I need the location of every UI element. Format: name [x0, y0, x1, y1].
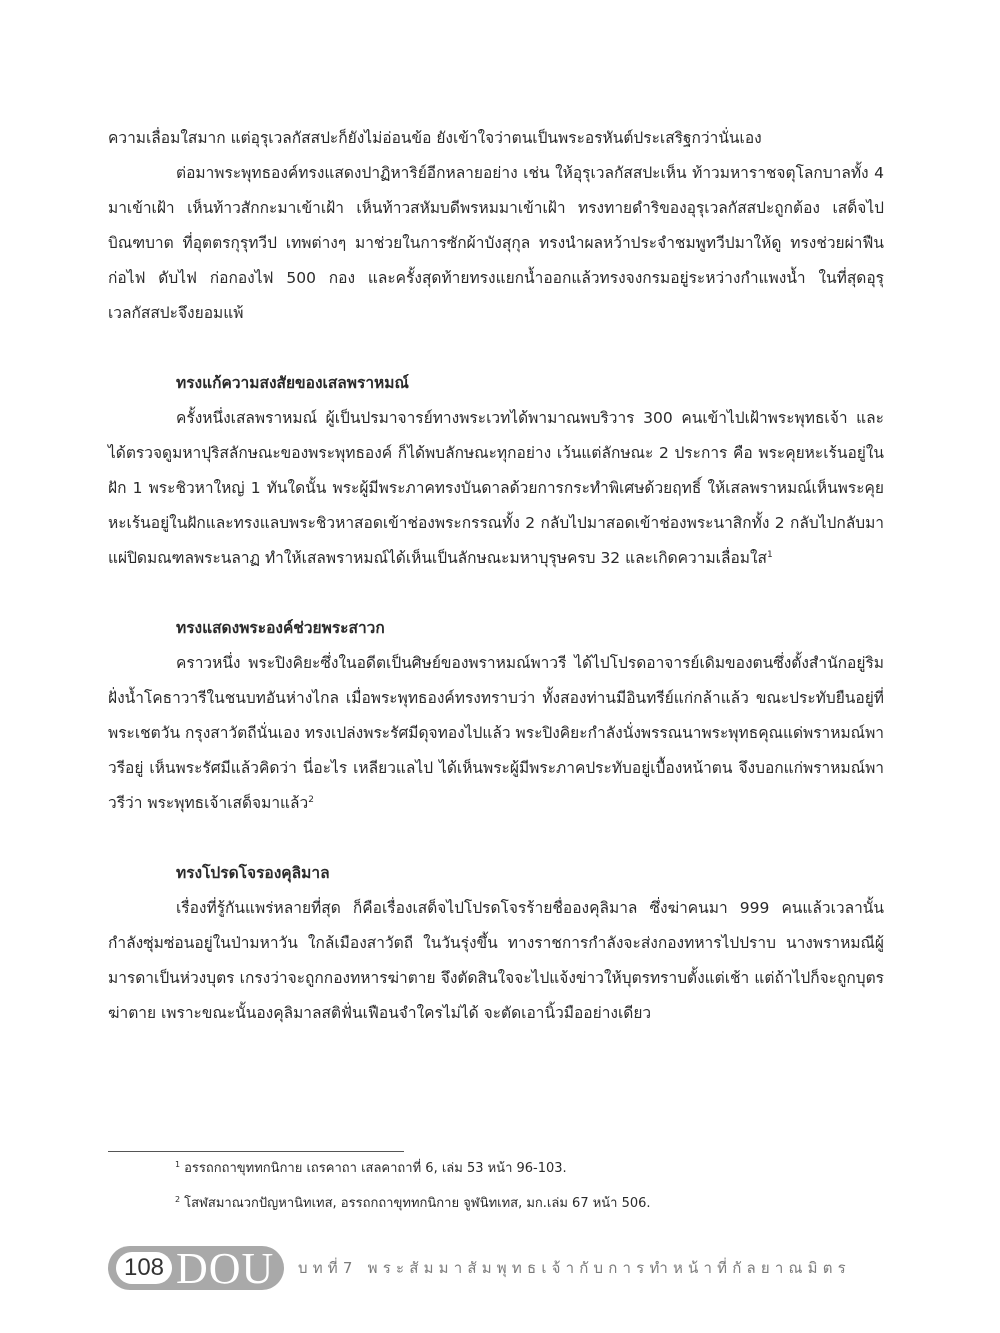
paragraph-pingiya — [108, 646, 884, 821]
footnote-1-number: 1 — [175, 1159, 181, 1169]
page-number: 108 — [116, 1252, 172, 1284]
section-heading-angulimala: ทรงโปรดโจรองคุลิมาล — [176, 864, 330, 882]
page-footer — [108, 1244, 908, 1293]
footnote-ref-2: 2 — [308, 794, 314, 805]
dou-logo: DOU — [172, 1246, 284, 1290]
section-heading-pingiya: ทรงแสดงพระองค์ช่วยพระสาวก — [176, 619, 385, 637]
footnote-2-number: 2 — [175, 1194, 181, 1204]
footnote-divider — [108, 1151, 404, 1152]
footnote-1 — [175, 1160, 895, 1178]
footnote-ref-1: 1 — [767, 549, 773, 560]
footnote-2 — [175, 1195, 895, 1213]
paragraph-pingiya-text: คราวหนึ่ง พระปิงคิยะซึ่งในอดีตเป็นศิษย์ของพราหมณ์พาวรี ได้ไปโปรดอาจารย์เดิมของตนซึ่งตั้งสำนักอยู่ริมฝั่งน้ำโคธาวารีในชนบทอันห่างไกล เมื่อพระพุทธองค์ทรงทราบว่า ทั้งสองท่านมีอินทรีย์แก่กล้าแล้ว ขณะประทับยืนอยู่ที่พระเชตวัน กรุงสาวัตถีนั่นเอง ทรงเปล่งพระรัศมีดุจทองไปแล้ว พระปิงคิยะกำลังนั่งพรรณนาพระพุทธคุณแด่พราหมณ์พาวรีอยู่ เห็นพระรัศมีแล้วคิดว่า นี่อะไร เหลียวแลไป ได้เห็นพระผู้มีพระภาคประทับอยู่เบื้องหน้าตน จึงบอกแก่พราหมณ์พาวรีว่า พระพุทธเจ้าเสด็จมาแล้ว — [108, 654, 884, 812]
paragraph-sela — [108, 401, 884, 576]
chapter-title: บทที่7 พระสัมมาสัมพุทธเจ้ากับการทำหน้าที่กัลยาณมิตร — [298, 1259, 851, 1277]
footnote-1-text: อรรถกถาขุททกนิกาย เถรคาถา เสลคาถาที่ 6, เล่ม 53 หน้า 96-103. — [184, 1161, 567, 1176]
paragraph-sela-text: ครั้งหนึ่งเสลพราหมณ์ ผู้เป็นปรมาจารย์ทางพระเวทได้พามาณพบริวาร 300 คนเข้าไปเฝ้าพระพุทธเจ้า และได้ตรวจดูมหาปุริสลักษณะของพระพุทธองค์ ก็ได้พบลักษณะทุกอย่าง เว้นแต่ลักษณะ 2 ประการ คือ พระคุยหะเร้นอยู่ในฝัก 1 พระชิวหาใหญ่ 1 ทันใดนั้น พระผู้มีพระภาคทรงบันดาลด้วยการกระทำพิเศษด้วยฤทธิ์ ให้เสลพราหมณ์เห็นพระคุยหะเร้นอยู่ในฝักและทรงแลบพระชิวหาสอดเข้าช่องพระกรรณทั้ง 2 กลับไปมาสอดเข้าช่องพระนาสิกทั้ง 2 กลับไปกลับมาแผ่ปิดมณฑลพระนลาฏ ทำให้เสลพราหมณ์ได้เห็นเป็นลักษณะมหาบุรุษครบ 32 และเกิดความเลื่อมใส — [108, 409, 884, 567]
section-heading-sela: ทรงแก้ความสงสัยของเสลพราหมณ์ — [176, 374, 409, 392]
paragraph-2: ต่อมาพระพุทธองค์ทรงแสดงปาฏิหาริย์อีกหลายอย่าง เช่น ให้อุรุเวลกัสสปะเห็น ท้าวมหาราชจตุโลกบาลทั้ง 4 มาเข้าเฝ้า เห็นท้าวสักกะมาเข้าเฝ้า เห็นท้าวสหัมบดีพรหมมาเข้าเฝ้า ทรงทายดำริของอุรุเวลกัสสปะถูกต้อง เสด็จไปบิณฑบาต ที่อุตตรกุรุทวีป เทพต่างๆ มาช่วยในการซักผ้าบังสุกุล ทรงนำผลหว้าประจำชมพูทวีปมาให้ดู ทรงช่วยผ่าฟืน ก่อไฟ ดับไฟ ก่อกองไฟ 500 กอง และครั้งสุดท้ายทรงแยกน้ำออกแล้วทรงจงกรมอยู่ระหว่างกำแพงน้ำ ในที่สุดอุรุเวลกัสสปะจึงยอมแพ้ — [108, 164, 884, 322]
footnote-2-text: โสฬสมาณวกปัญหานิทเทส, อรรถกถาขุททกนิกาย จูฬนิทเทส, มก.เล่ม 67 หน้า 506. — [184, 1196, 651, 1211]
footnotes — [175, 1160, 895, 1230]
paragraph-angulimala: เรื่องที่รู้กันแพร่หลายที่สุด ก็คือเรื่องเสด็จไปโปรดโจรร้ายชื่อองคุลิมาล ซึ่งฆ่าคนมา 999 คนแล้วเวลานั้น กำลังซุ่มซ่อนอยู่ในป่ามหาวัน ใกล้เมืองสาวัตถี ในวันรุ่งขึ้น ทางราชการกำลังจะส่งกองทหารไปปราบ นางพราหมณีผู้มารดาเป็นห่วงบุตร เกรงว่าจะถูกกองทหารฆ่าตาย จึงตัดสินใจจะไปแจ้งข่าวให้บุตรทราบตั้งแต่เช้า แต่ถ้าไปก็จะถูกบุตรฆ่าตาย เพราะขณะนั้นองคุลิมาลสติฟั่นเฟือนจำใครไม่ได้ จะตัดเอานิ้วมืออย่างเดียว — [108, 899, 884, 1022]
body-text — [108, 121, 884, 1031]
paragraph-1: ความเลื่อมใสมาก แต่อุรุเวลกัสสปะก็ยังไม่อ่อนข้อ ยังเข้าใจว่าตนเป็นพระอรหันต์ประเสริฐกว่านั่นเอง — [108, 129, 762, 147]
